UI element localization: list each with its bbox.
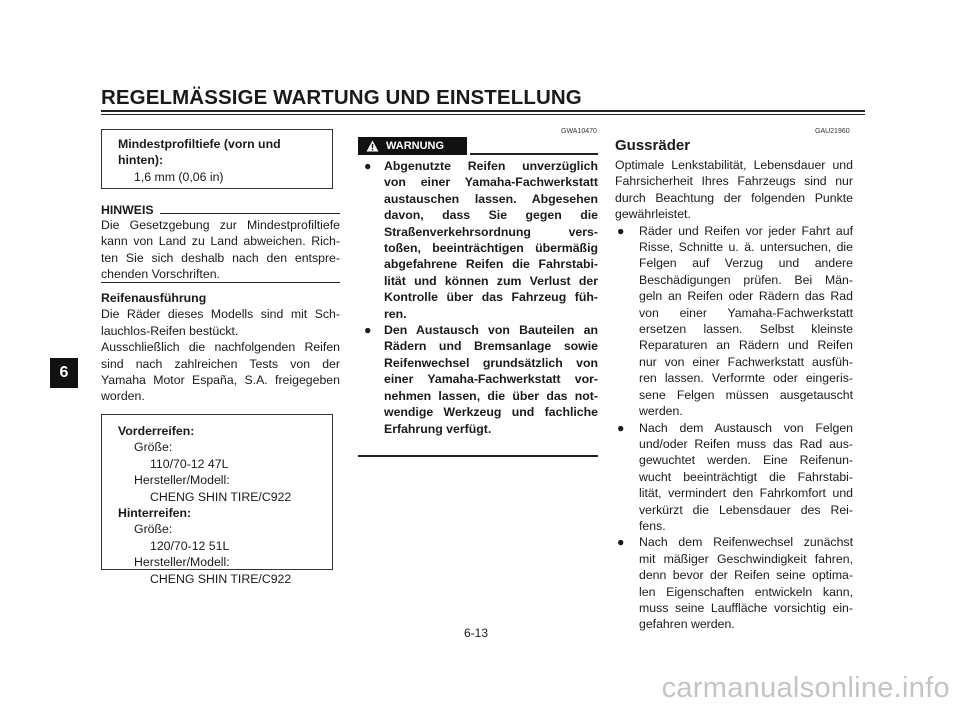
text-line: lität, vermindert den Fahrkomfort und bbox=[639, 486, 853, 501]
hinweis-rule bbox=[160, 213, 340, 214]
bullet-icon: ● bbox=[364, 323, 372, 338]
text-line: Straßenverkehrsordnung vers- bbox=[384, 224, 598, 239]
text-line: Räder und Reifen vor jeder Fahrt auf bbox=[639, 223, 853, 238]
warning-bullet bbox=[362, 158, 598, 322]
text-line: toßen, beeinträchtigen übermäßig bbox=[384, 241, 598, 256]
text-line: verkürzt die Lebensdauer des Rei- bbox=[639, 502, 853, 517]
text-line: lität und können zum Verlust der bbox=[384, 273, 598, 288]
text-line: Ausschließlich die nachfolgenden Reifen bbox=[101, 340, 340, 355]
text-line: nehmen lassen, die über das not- bbox=[384, 388, 598, 403]
text-line: ren lassen. Verformte oder eingeris- bbox=[639, 371, 853, 386]
warning-code: GWA10470 bbox=[561, 128, 597, 135]
text-line: Optimale Lenkstabilität, Lebensdauer und bbox=[615, 158, 853, 172]
page-title: REGELMÄSSIGE WARTUNG UND EINSTELLUNG bbox=[101, 86, 582, 109]
warning-triangle-icon bbox=[366, 140, 379, 152]
text-line: Erfahrung verfügt. bbox=[384, 421, 492, 436]
min-tread-label: Mindestprofiltiefe (vorn und bbox=[118, 137, 281, 151]
hinweis-heading: HINWEIS bbox=[101, 203, 154, 217]
text-line: ten Sie sich deshalb nach den entspre- bbox=[101, 250, 340, 265]
front-maker-label: Hersteller/Modell: bbox=[134, 473, 230, 488]
chapter-tab: 6 bbox=[50, 358, 78, 388]
tire-type-section bbox=[101, 290, 340, 405]
text-line: ersetzen lassen. Selbst kleinste bbox=[639, 322, 853, 337]
text-line: fens. bbox=[639, 518, 666, 533]
text-line: Nach dem Reifenwechsel zunächst bbox=[639, 535, 853, 550]
warning-end-rule bbox=[358, 455, 598, 457]
text-line: austauschen lassen. Abgesehen bbox=[384, 191, 598, 206]
warning-rule bbox=[470, 153, 598, 155]
bullet-icon: ● bbox=[617, 535, 625, 550]
text-line: Reifenwechsel grundsätzlich von bbox=[384, 355, 598, 370]
rear-maker-label: Hersteller/Modell: bbox=[134, 555, 230, 570]
text-line: wendige Werkzeug und fachliche bbox=[384, 405, 598, 420]
text-line: geln an Reifen oder Rädern das Rad bbox=[639, 289, 853, 304]
warning-bullet bbox=[362, 322, 598, 437]
rear-size-label: Größe: bbox=[134, 522, 173, 537]
page-number: 6-13 bbox=[464, 626, 489, 640]
warning-badge bbox=[358, 137, 467, 155]
min-tread-label-cont: hinten): bbox=[118, 153, 164, 168]
text-line: muss seine Lauffläche vorsichtig ein- bbox=[639, 600, 853, 615]
text-line: werden. bbox=[639, 404, 683, 419]
tire-type-heading: Reifenausführung bbox=[101, 291, 207, 305]
text-line: von einer Yamaha-Fachwerkstatt bbox=[384, 175, 598, 190]
text-line: kann von Land zu Land abweichen. Rich- bbox=[101, 234, 340, 249]
text-line: len Eigenschaften entwickeln kann, bbox=[639, 584, 853, 599]
min-tread-box bbox=[101, 129, 333, 189]
wheel-bullet bbox=[615, 534, 853, 632]
text-line: gewährleistet. bbox=[615, 207, 691, 222]
title-rule bbox=[101, 110, 865, 112]
rear-size-value: 120/70-12 51L bbox=[150, 538, 230, 553]
front-size-label: Größe: bbox=[134, 440, 173, 455]
text-line: von einer Yamaha-Fachwerkstatt bbox=[639, 305, 853, 320]
text-line: worden. bbox=[101, 389, 145, 404]
text-line: Fahrsicherheit Ihres Fahrzeugs sind nur bbox=[615, 174, 853, 189]
min-tread-value: 1,6 mm (0,06 in) bbox=[134, 169, 224, 184]
text-line: Rädern und Bremsanlage sowie bbox=[384, 339, 598, 354]
hinweis-text bbox=[101, 217, 340, 283]
text-line: durch Beachtung der folgenden Punkte bbox=[615, 190, 853, 205]
text-line: Beschädigungen prüfen. Bei Män- bbox=[639, 272, 853, 287]
text-line: Kontrolle über das Fahrzeug füh- bbox=[384, 290, 598, 305]
bullet-icon: ● bbox=[364, 159, 372, 173]
front-tire-label: Vorderreifen: bbox=[118, 424, 195, 438]
text-line: gefahren werden. bbox=[639, 617, 735, 632]
bullet-icon: ● bbox=[617, 420, 625, 435]
text-line: nur von einer Fachwerkstatt ausfüh- bbox=[639, 354, 853, 369]
rear-model-value: CHENG SHIN TIRE/C922 bbox=[150, 571, 292, 586]
section-title: Gussräder bbox=[615, 137, 691, 154]
text-line: Risse, Schnitte u. ä. untersuchen, die bbox=[639, 240, 853, 255]
text-line: lauchlos-Reifen bestückt. bbox=[101, 323, 239, 338]
text-line: Abgenutzte Reifen unverzüglich bbox=[384, 159, 598, 173]
text-line: einer Yamaha-Fachwerkstatt vor- bbox=[384, 372, 598, 387]
text-line: gewuchtet werden. Eine Reifenun- bbox=[639, 453, 853, 468]
text-line: Die Gesetzgebung zur Mindestprofiltiefe bbox=[101, 218, 340, 232]
rear-tire-label: Hinterreifen: bbox=[118, 506, 192, 521]
text-line: Reparaturen an Rädern und Reifen bbox=[639, 338, 853, 353]
wheel-bullet bbox=[615, 420, 853, 535]
bullet-icon: ● bbox=[617, 223, 625, 238]
text-line: Den Austausch von Bauteilen an bbox=[384, 323, 598, 338]
text-line: denn bevor der Reifen seine optima- bbox=[639, 568, 853, 583]
text-line: Felgen auf Verzug und andere bbox=[639, 256, 853, 271]
text-line: Yamaha Motor España, S.A. freigegeben bbox=[101, 373, 340, 388]
watermark: carmanualsonline.info bbox=[661, 672, 950, 704]
text-line: ren. bbox=[384, 306, 407, 321]
text-line: Die Räder dieses Modells sind mit Sch- bbox=[101, 307, 340, 322]
text-line: sind nach zahlreichen Tests von der bbox=[101, 356, 340, 371]
front-size-value: 110/70-12 47L bbox=[150, 456, 229, 471]
text-line: wucht beeinträchtigt die Fahrstabi- bbox=[639, 469, 853, 484]
warning-label: WARNUNG bbox=[386, 140, 445, 152]
text-line: sene Felgen müssen ausgetauscht bbox=[639, 387, 853, 402]
front-model-value: CHENG SHIN TIRE/C922 bbox=[150, 489, 292, 504]
text-line: und/oder Reifen muss das Rad aus- bbox=[639, 436, 853, 451]
cast-wheels-text bbox=[615, 157, 853, 633]
hinweis-end-rule bbox=[101, 282, 340, 283]
text-line: Nach dem Austausch von Felgen bbox=[639, 420, 853, 435]
text-line: davon, dass Sie gegen die bbox=[384, 208, 598, 223]
section-code: GAU21960 bbox=[815, 128, 850, 135]
warning-text bbox=[362, 158, 598, 437]
text-line: chenden Vorschriften. bbox=[101, 267, 220, 282]
title-rule-thin bbox=[101, 114, 865, 115]
text-line: mit mäßiger Geschwindigkeit fahren, bbox=[639, 551, 853, 566]
text-line: abgefahrene Reifen die Fahrstabi- bbox=[384, 257, 598, 272]
tire-spec-box bbox=[101, 414, 333, 586]
wheel-bullet bbox=[615, 223, 853, 420]
